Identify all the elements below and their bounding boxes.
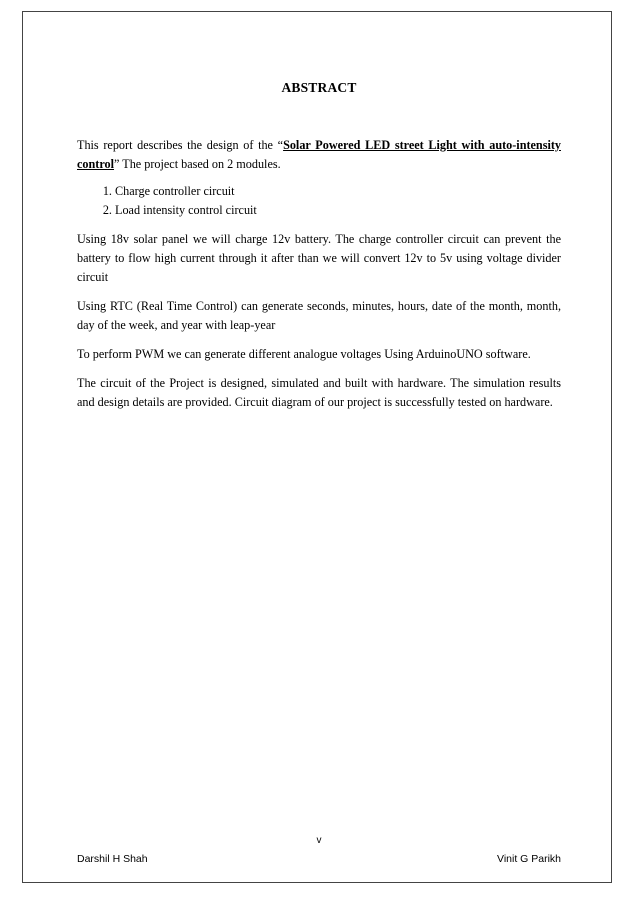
paragraph-circuit: The circuit of the Project is designed, simulated and built with hardware. The simulation results and design details are provided. Circuit diagram of our project is successfully tested on hardware. [77,376,561,409]
page-title: ABSTRACT [281,80,357,95]
project-title: Solar Powered LED street Light with auto-intensity control [77,138,561,171]
intro-paragraph [77,136,561,174]
modules-list [77,182,561,220]
intro-after: ” The project based on 2 modules. [114,157,281,171]
intro-before: This report describes the design of the “ [77,138,284,152]
list-item: 1. Charge controller circuit [115,182,561,201]
list-item: 2. Load intensity control circuit [115,201,561,220]
abstract-content [77,136,561,422]
paragraph-rtc: Using RTC (Real Time Control) can generate seconds, minutes, hours, date of the month, month, day of the week, and year with leap-year [77,299,561,332]
page-number: v [316,835,322,846]
paragraph-pwm: To perform PWM we can generate different analogue voltages Using ArduinoUNO software. [77,347,531,361]
footer-author-right: Vinit G Parikh [497,853,561,865]
footer-author-left: Darshil H Shah [77,853,148,865]
paragraph-charge-controller: Using 18v solar panel we will charge 12v battery. The charge controller circuit can prevent the battery to flow high current through it after than we will convert 12v to 5v using voltage divider circuit [77,232,561,284]
